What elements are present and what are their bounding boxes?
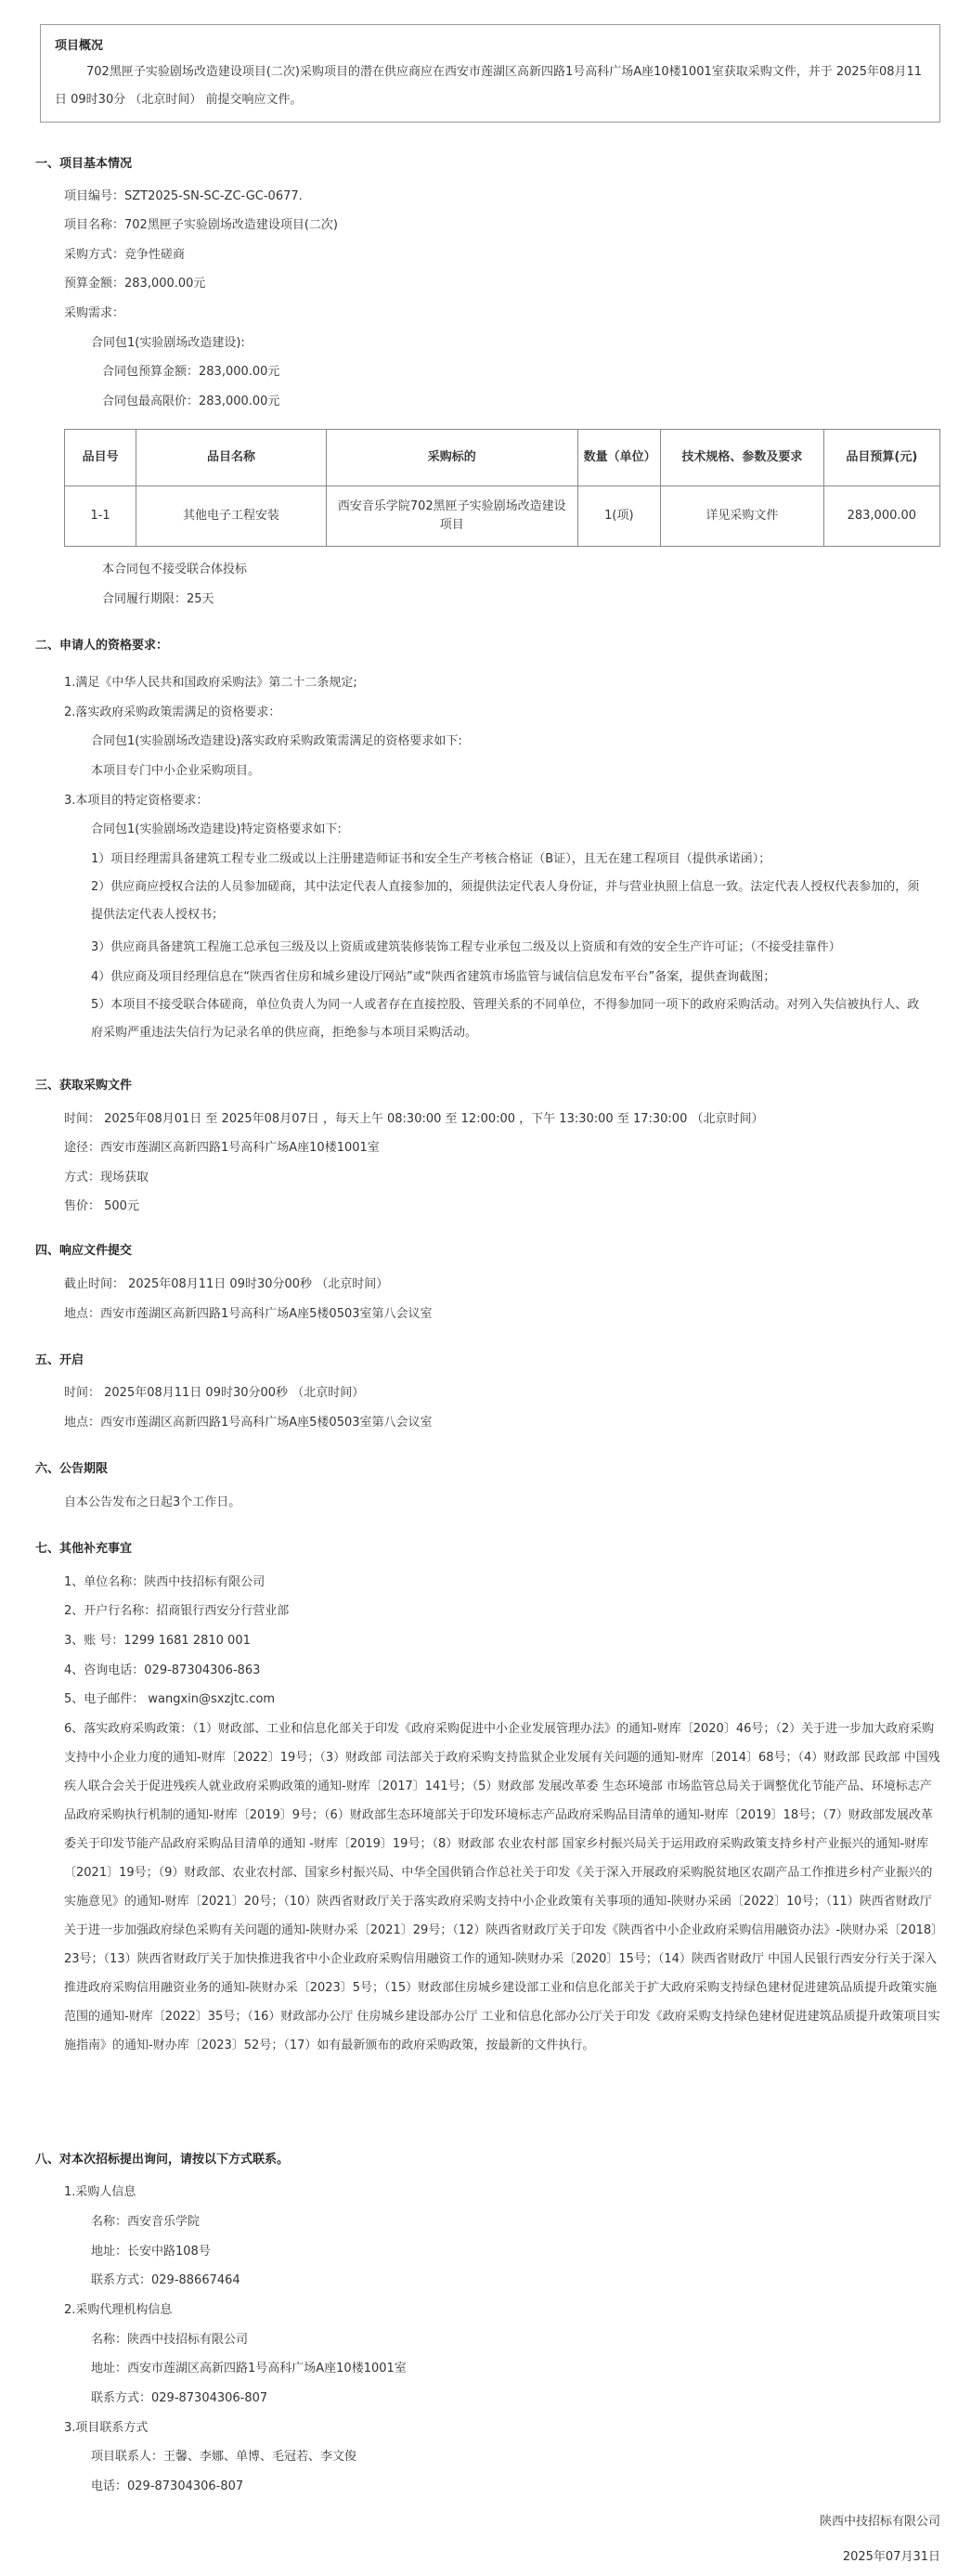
company-name: 1、单位名称：陕西中技招标有限公司 xyxy=(64,1575,265,1589)
requirement-5: 5）本项目不接受联合体磋商，单位负责人为同一人或者存在直接控股、管理关系的不同单位，不得参加同一项下的政府采购活动。对列入失信被执行人、政府采购严重违法失信行为记录名单的供应商，拒绝参与本项目采购活动。 xyxy=(91,998,920,1040)
table-cell: 其他电子工程安装 xyxy=(136,486,327,547)
project-contacts: 项目联系人：王馨、李娜、单博、毛冠若、李文俊 xyxy=(91,2450,357,2464)
consult-phone: 4、咨询电话：029-87304306-863 xyxy=(64,1663,261,1677)
specific-requirements: 合同包1(实验剧场改造建设)特定资格要求如下: xyxy=(91,822,342,836)
requirement-4: 4）供应商及项目经理信息在“陕西省住房和城乡建设厅网站”或“陕西省建筑市场监管与诚信信息发布平台”备案，提供查询截图； xyxy=(91,970,776,984)
doc-price: 售价： 500元 xyxy=(64,1199,139,1213)
agency-phone: 联系方式：029-87304306-807 xyxy=(91,2391,268,2405)
agency-info-title: 2.采购代理机构信息 xyxy=(64,2303,173,2317)
qualification-1: 1.满足《中华人民共和国政府采购法》第二十二条规定; xyxy=(64,676,357,690)
project-name: 项目名称：702黑匣子实验剧场改造建设项目(二次) xyxy=(64,218,338,232)
budget-amount: 预算金额：283,000.00元 xyxy=(64,277,206,291)
section-2-title: 二、申请人的资格要求： xyxy=(35,639,169,653)
section-6-title: 六、公告期限 xyxy=(35,1462,109,1476)
contract-package: 合同包1(实验剧场改造建设): xyxy=(91,336,245,350)
package-max-price: 合同包最高限价：283,000.00元 xyxy=(102,395,280,408)
notice-period: 自本公告发布之日起3个工作日。 xyxy=(64,1495,241,1509)
project-code: 项目编号：SZT2025-SN-SC-ZC-GC-0677. xyxy=(64,189,303,203)
overview-box xyxy=(40,24,940,123)
section-3-title: 三、获取采购文件 xyxy=(35,1079,133,1093)
table-header: 品目预算(元) xyxy=(823,430,939,486)
procurement-demand: 采购需求： xyxy=(64,306,125,320)
footer-organization: 陕西中技招标有限公司 xyxy=(819,2515,940,2529)
purchaser-info-title: 1.采购人信息 xyxy=(64,2185,136,2199)
table-header-row xyxy=(65,430,940,486)
doc-obtain-time: 时间： 2025年08月01日 至 2025年08月07日 ，每天上午 08:30:00 至 12:00:00 ，下午 13:30:00 至 17:30:00 （北京时间） xyxy=(64,1112,764,1126)
table-header: 采购标的 xyxy=(326,430,577,486)
requirement-3: 3）供应商具备建筑工程施工总承包三级及以上资质或建筑装修装饰工程专业承包二级及以上资质和有效的安全生产许可证；（不接受挂靠件） xyxy=(91,940,841,954)
purchaser-address: 地址：长安中路108号 xyxy=(91,2245,211,2259)
section-1-title: 一、项目基本情况 xyxy=(35,157,133,171)
doc-obtain-mode: 方式：现场获取 xyxy=(64,1171,149,1184)
account-number: 3、账 号：1299 1681 2810 001 xyxy=(64,1634,251,1648)
purchaser-phone: 联系方式：029-88667464 xyxy=(91,2273,240,2287)
table-header: 数量（单位） xyxy=(577,430,660,486)
sme-project-note: 本项目专门中小企业采购项目。 xyxy=(91,764,261,778)
section-7-title: 七、其他补充事宜 xyxy=(35,1542,133,1556)
table-header: 品目名称 xyxy=(136,430,327,486)
consortium-note: 本合同包不接受联合体投标 xyxy=(102,563,248,576)
submission-deadline: 截止时间： 2025年08月11日 09时30分00秒 （北京时间） xyxy=(64,1277,389,1291)
policy-list: 6、落实政府采购政策：（1）财政部、工业和信息化部关于印发《政府采购促进中小企业发展管理办法》的通知-财库〔2020〕46号；（2）关于进一步加大政府采购支持中小企业力度的通知-财库〔2022〕19号；（3）财政部 司法部关于政府采购支持监狱企业发展有关问题的通知-财库〔2014〕68号；（4）财政部 民政部 中国残疾人联合会关于促进残疾人就业政府采购政策的通知-财库〔2017〕141号；（5）财政部 发展改革委 生态环境部 市场监管总局关于调整优化节能产品、环境标志产品政府采购执行机制的通知-财库〔2019〕9号；（6）财政部生态环境部关于印发环境标志产品政府采购品目清单的通知-财库〔2019〕18号；（7）财政部发展改革委关于印发节能产品政府采购品目清单的通知 -财库〔2019〕19号；（8）财政部 农业农村部 国家乡村振兴局关于运用政府采购政策支持乡村产业振兴的通知-财库〔2021〕19号；（9）财政部、农业农村部、国家乡村振兴局、中华全国供销合作总社关于印发《关于深入开展政府采购脱贫地区农副产品工作推进乡村产业振兴的实施意见》的通知-财库〔2021〕20号；（10）陕西省财政厅关于落实政府采购支持中小企业政策有关事项的通知-陕财办采函〔2022〕10号；（11）陕西省财政厅关于进一步加强政府绿色采购有关问题的通知-陕财办采〔2021〕29号；（12）陕西省财政厅关于印发《陕西省中小企业政府采购信用融资办法》-陕财办采〔2018〕23号；（13）陕西省财政厅关于加快推进我省中小企业政府采购信用融资工作的通知-陕财办采〔2020〕15号；（14）陕西省财政厅 中国人民银行西安分行关于深入推进政府采购信用融资业务的通知-陕财办采〔2023〕5号；（15）财政部住房城乡建设部工业和信息化部关于扩大政府采购支持绿色建材促进建筑品质提升政策实施范围的通知-财库〔2022〕35号；（16）财政部办公厅 住房城乡建设部办公厅 工业和信息化部办公厅关于印发《政府采购支持绿色建材促进建筑品质提升政策项目实施指南》的通知-财办库〔2023〕52号；（17）如有最新颁布的政府采购政策，按最新的文件执行。 xyxy=(64,1722,940,2052)
section-4-title: 四、响应文件提交 xyxy=(35,1244,133,1258)
table-cell: 283,000.00 xyxy=(823,486,939,547)
contract-period: 合同履行期限：25天 xyxy=(102,592,214,606)
qualification-2: 2.落实政府采购政策需满足的资格要求： xyxy=(64,705,281,719)
table-cell: 1-1 xyxy=(65,486,136,547)
project-contact-title: 3.项目联系方式 xyxy=(64,2421,149,2435)
bank-name: 2、开户行名称：招商银行西安分行营业部 xyxy=(64,1604,290,1618)
opening-place: 地点：西安市莲湖区高新四路1号高科广场A座5楼0503室第八会议室 xyxy=(64,1416,433,1430)
overview-title: 项目概况 xyxy=(55,39,104,53)
policy-requirements: 合同包1(实验剧场改造建设)落实政府采购政策需满足的资格要求如下: xyxy=(91,734,462,748)
table-cell: 西安音乐学院702黑匣子实验剧场改造建设项目 xyxy=(326,486,577,547)
table-header: 技术规格、参数及要求 xyxy=(661,430,824,486)
footer-date: 2025年07月31日 xyxy=(842,2550,940,2564)
doc-obtain-way: 途径：西安市莲湖区高新四路1号高科广场A座10楼1001室 xyxy=(64,1141,380,1155)
agency-address: 地址：西安市莲湖区高新四路1号高科广场A座10楼1001室 xyxy=(91,2362,407,2375)
package-budget: 合同包预算金额：283,000.00元 xyxy=(102,365,280,379)
table-row xyxy=(65,486,940,547)
submission-place: 地点：西安市莲湖区高新四路1号高科广场A座5楼0503室第八会议室 xyxy=(64,1307,433,1321)
section-5-title: 五、开启 xyxy=(35,1353,84,1367)
project-phone: 电话：029-87304306-807 xyxy=(91,2479,244,2493)
agency-name: 名称：陕西中技招标有限公司 xyxy=(91,2333,249,2347)
overview-text: 702黑匣子实验剧场改造建设项目(二次)采购项目的潜在供应商应在西安市莲湖区高新四路1号高科广场A座10楼1001室获取采购文件，并于 2025年08月11日 09时30分 （北京时间） 前提交响应文件。 xyxy=(55,65,923,107)
qualification-3: 3.本项目的特定资格要求： xyxy=(64,794,209,808)
requirement-2: 2）供应商应授权合法的人员参加磋商，其中法定代表人直接参加的，须提供法定代表人身份证，并与营业执照上信息一致。法定代表人授权代表参加的，须提供法定代表人授权书； xyxy=(91,880,920,922)
procurement-method: 采购方式：竞争性磋商 xyxy=(64,248,186,262)
table-cell: 详见采购文件 xyxy=(661,486,824,547)
requirement-1: 1）项目经理需具备建筑工程专业二级或以上注册建造师证书和安全生产考核合格证（B证），且无在建工程项目（提供承诺函）； xyxy=(91,852,771,866)
table-header: 品目号 xyxy=(65,430,136,486)
opening-time: 时间： 2025年08月11日 09时30分00秒 （北京时间） xyxy=(64,1386,365,1400)
items-table xyxy=(64,429,940,547)
purchaser-name: 名称：西安音乐学院 xyxy=(91,2215,201,2229)
section-8-title: 八、对本次招标提出询问，请按以下方式联系。 xyxy=(35,2153,290,2167)
email: 5、电子邮件： wangxin@sxzjtc.com xyxy=(64,1692,276,1706)
table-cell: 1(项) xyxy=(577,486,660,547)
